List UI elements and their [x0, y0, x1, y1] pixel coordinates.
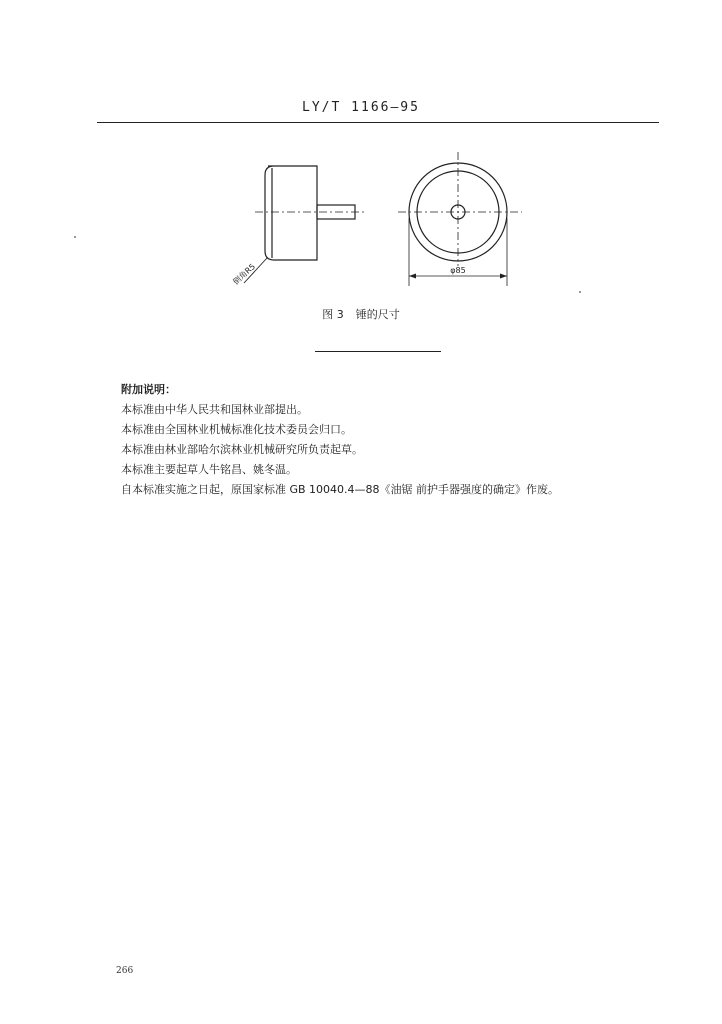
end-of-standard-rule: [315, 351, 441, 352]
dimension-arrow-left: [409, 274, 416, 279]
scan-speck: [74, 236, 76, 238]
figure-title: 锤的尺寸: [355, 308, 400, 321]
standard-code-header: LY/T 1166—95: [302, 100, 420, 115]
notes-title: 附加说明：: [121, 383, 176, 396]
chamfer-label: 倒角R5: [231, 261, 258, 287]
header-divider: [97, 122, 659, 123]
dimension-arrow-right: [500, 274, 507, 279]
figure-number: 图 3: [322, 308, 344, 321]
diameter-label: φ85: [450, 266, 466, 275]
notes-line: 本标准由中华人民共和国林业部提出。: [121, 403, 308, 416]
page-number: 266: [116, 966, 134, 976]
hammer-dimension-figure: [210, 148, 590, 298]
hammer-body-outline: [265, 166, 317, 260]
hammer-side-view: [244, 166, 365, 283]
notes-line: 本标准由林业部哈尔滨林业机械研究所负责起草。: [121, 443, 363, 456]
scan-speck: [579, 291, 581, 293]
notes-line: 本标准由全国林业机械标准化技术委员会归口。: [121, 423, 352, 436]
notes-line: 自本标准实施之日起，原国家标准 GB 10040.4—88《油锯 前护手器强度的确定》作废。: [121, 483, 560, 496]
notes-line: 本标准主要起草人牛铭昌、姚冬温。: [121, 463, 297, 476]
hammer-drawing: [210, 148, 590, 298]
additional-notes: [121, 380, 641, 500]
figure-caption: [0, 306, 722, 322]
